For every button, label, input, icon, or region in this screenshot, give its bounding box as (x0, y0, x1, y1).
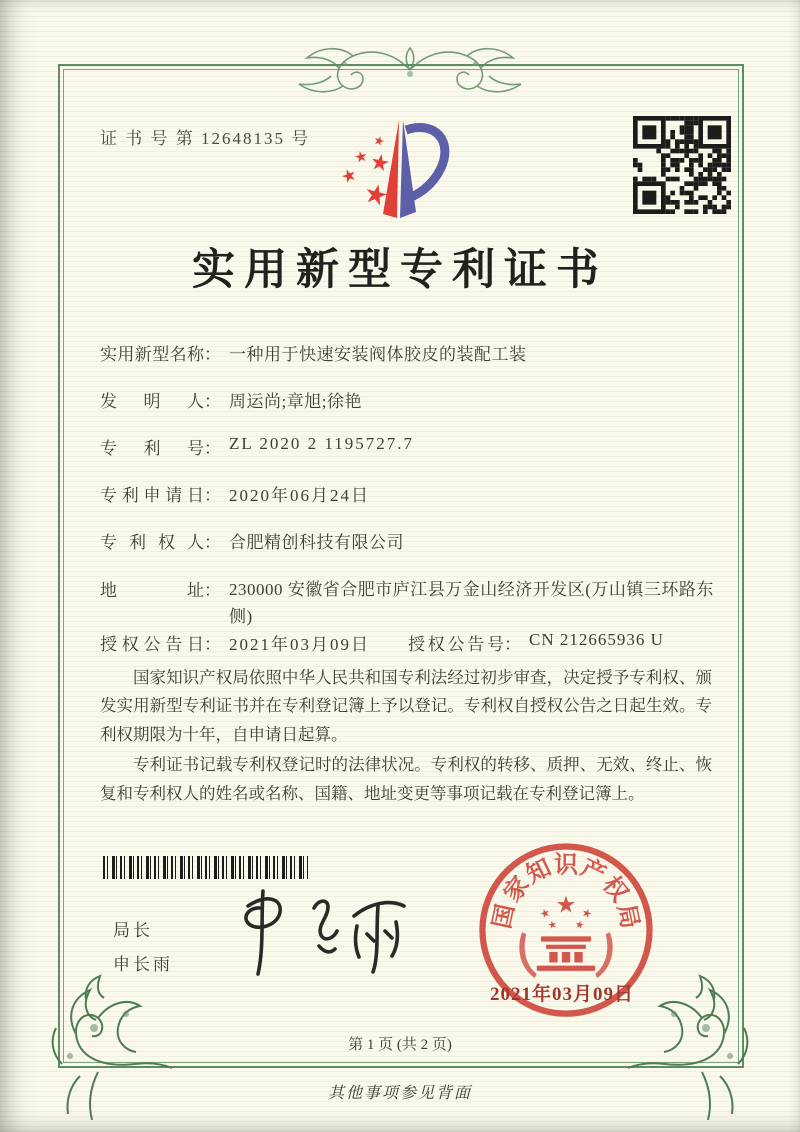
cnipa-logo-icon (333, 108, 468, 232)
qr-code-icon (633, 116, 731, 214)
top-center-floral-ornament (293, 40, 527, 100)
barcode-icon (103, 856, 308, 879)
field-value-patentee: 合肥精创科技有限公司 (229, 533, 404, 552)
seal-national-emblem (519, 896, 612, 979)
svg-text:产: 产 (576, 854, 610, 889)
field-label: 地址 (100, 581, 204, 600)
svg-text:识: 识 (553, 852, 579, 879)
field-row-filing-date (100, 481, 370, 506)
field-row-patent-number (100, 434, 414, 459)
field-label: 授权公告号 (408, 635, 504, 654)
field-colon: ： (204, 392, 221, 411)
field-value-filing-date: 2020年06月24日 (229, 486, 370, 505)
svg-text:国: 国 (489, 902, 520, 932)
svg-text:知: 知 (522, 854, 556, 889)
field-label: 专利申请日 (100, 486, 204, 505)
svg-text:权: 权 (597, 872, 633, 908)
field-value-grant-date: 2021年03月09日 (229, 635, 370, 654)
field-value-utility-model-name: 一种用于快速安装阀体胶皮的装配工装 (229, 345, 527, 364)
signatory-name: 申长雨 (113, 955, 173, 974)
field-label: 发明人 (100, 392, 204, 411)
field-row-address (100, 576, 729, 630)
field-value-patent-number: ZL 2020 2 1195727.7 (229, 434, 415, 453)
field-colon: ： (204, 635, 221, 654)
field-row-patentee (100, 528, 404, 553)
field-row-inventors (100, 387, 362, 412)
field-label: 专利号 (100, 439, 204, 458)
field-colon: ： (204, 345, 221, 364)
svg-text:家: 家 (499, 872, 535, 908)
back-side-note: 其他事项参见背面 (327, 1085, 472, 1102)
certificate-number: 证 书 号 第 12648135 号 (100, 129, 311, 148)
field-value-inventors: 周运尚;章旭;徐艳 (229, 392, 362, 411)
field-colon: ： (204, 533, 221, 552)
field-colon: ： (204, 486, 221, 505)
legal-paragraph-2: 专利证书记载专利权登记时的法律状况。专利权的转移、质押、无效、终止、恢复和专利权人的姓名或名称、国籍、地址变更等事项记载在专利登记簿上。 (100, 755, 712, 803)
handwritten-signature (218, 886, 418, 986)
field-row-grant-date (100, 630, 370, 655)
legal-text-block (100, 664, 712, 810)
field-value-grant-number: CN 212665936 U (529, 630, 664, 649)
field-colon: ： (204, 439, 221, 458)
svg-text:局: 局 (612, 902, 643, 932)
field-row-utility-model-name (100, 340, 527, 365)
field-label: 专利权人 (100, 533, 204, 552)
logo-stars (340, 135, 390, 206)
seal-date: 2021年03月09日 (490, 984, 635, 1005)
legal-paragraph-1: 国家知识产权局依照中华人民共和国专利法经过初步审查，决定授予专利权、颁发实用新型专利证书并在专利登记簿上予以登记。专利权自授权公告之日起生效。专利权期限为十年，自申请日起算。 (100, 668, 712, 744)
field-colon: ： (504, 635, 521, 654)
field-colon: ： (204, 581, 221, 600)
field-label: 实用新型名称 (100, 345, 204, 364)
certificate-title: 实用新型专利证书 (192, 247, 608, 294)
field-row-grant-number (408, 630, 664, 655)
signatory-title: 局长 (113, 921, 153, 940)
field-label: 授权公告日 (100, 635, 204, 654)
logo-red-wedge (383, 120, 399, 218)
page-number: 第 1 页 (共 2 页) (348, 1037, 452, 1053)
field-value-address: 230000 安徽省合肥市庐江县万金山经济开发区(万山镇三环路东侧) (229, 580, 714, 626)
